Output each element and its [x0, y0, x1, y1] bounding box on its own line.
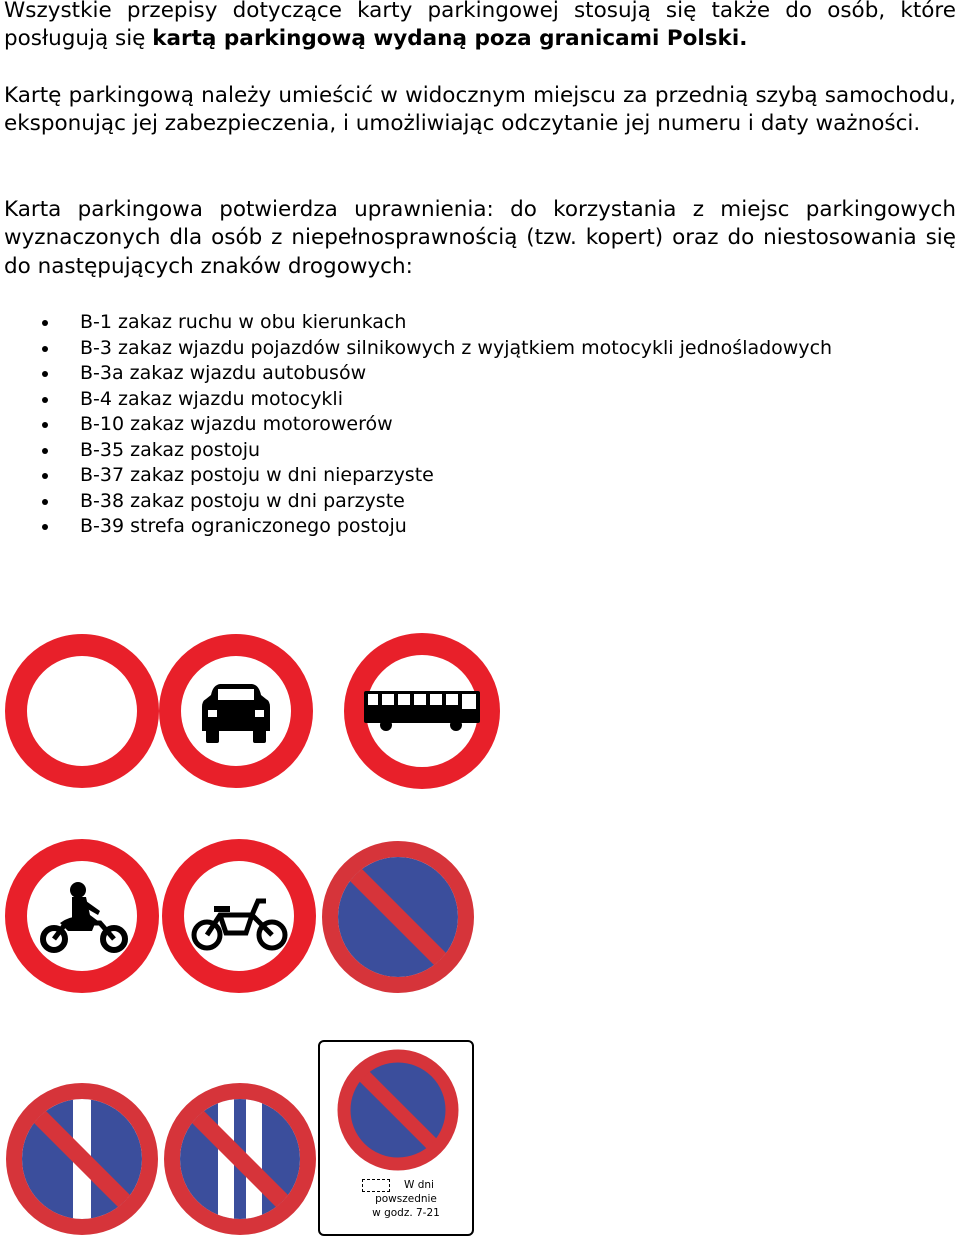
- paragraph-card-placement: Kartę parkingową należy umieścić w widocznym miejscu za przednią szybą samochodu, eksponując jej zabezpieczenia, i umożliwiając odczytanie jej numeru i daty ważności.: [4, 83, 956, 137]
- list-item-text: B-38 zakaz postoju w dni parzyste: [80, 489, 405, 512]
- b39-plate-box-icon: [362, 1179, 390, 1192]
- list-item-text: B-10 zakaz wjazdu motorowerów: [80, 413, 393, 435]
- b39-time-plate: [366, 1178, 446, 1220]
- list-item: [0, 514, 832, 540]
- paragraph-foreign-card-bold: kartą parkingową wydaną poza granicami Polski.: [152, 26, 748, 52]
- bullet-icon: [42, 448, 48, 454]
- bullet-icon: [42, 371, 48, 377]
- b3a-bus-sign-icon: [342, 633, 502, 789]
- paragraph-card-rights: Karta parkingowa potwierdza uprawnienia: do korzystania z miejsc parkingowych wyznaczonych dla osób z niepełnosprawnością (tzw. kopert) oraz do niestosowania się do następujących znaków drogowych:: [4, 197, 956, 279]
- b39-plate-line-2: powszednie: [375, 1193, 437, 1205]
- list-item-text: B-1 zakaz ruchu w obu kierunkach: [80, 311, 407, 333]
- b39-no-parking-disc-icon: [334, 1046, 462, 1174]
- list-item: [0, 489, 832, 515]
- sign-list: [0, 310, 832, 540]
- list-item-text: B-4 zakaz wjazdu motocykli: [80, 387, 343, 410]
- paragraph-foreign-card-text: Wszystkie przepisy dotyczące karty parkingowej stosują się także do osób, które posługują się: [4, 0, 956, 52]
- list-item: [0, 438, 832, 464]
- list-item: [0, 310, 832, 336]
- list-item: [0, 412, 832, 438]
- b10-moped-sign-icon: [160, 837, 318, 995]
- b3-car-sign-icon: [158, 633, 314, 789]
- list-item: [0, 463, 832, 489]
- b39-plate-line-3: w godz. 7-21: [372, 1207, 440, 1219]
- bullet-icon: [42, 320, 48, 326]
- bullet-icon: [42, 473, 48, 479]
- list-item-text: B-35 zakaz postoju: [80, 438, 261, 461]
- b38-even-days-sign-icon: [160, 1079, 320, 1239]
- b37-odd-days-sign-icon: [2, 1079, 162, 1239]
- b39-zone-sign-icon: [318, 1040, 474, 1236]
- list-item: [0, 387, 832, 413]
- bullet-icon: [42, 397, 48, 403]
- b35-no-parking-sign-icon: [318, 837, 478, 997]
- b1-sign-icon: [4, 633, 160, 789]
- paragraph-foreign-card: [4, 0, 956, 54]
- list-item-text: B-3a zakaz wjazdu autobusów: [80, 362, 367, 384]
- b39-plate-line-1: W dni: [404, 1179, 434, 1191]
- list-item-text: B-39 strefa ograniczonego postoju: [80, 515, 407, 537]
- list-item: [0, 361, 832, 387]
- bullet-icon: [42, 346, 48, 352]
- b4-motorcycle-sign-icon: [4, 837, 160, 995]
- list-item-text: B-37 zakaz postoju w dni nieparzyste: [80, 464, 434, 486]
- bullet-icon: [42, 524, 48, 530]
- bullet-icon: [42, 422, 48, 428]
- list-item: [0, 336, 832, 362]
- list-item-text: B-3 zakaz wjazdu pojazdów silnikowych z wyjątkiem motocykli jednośladowych: [80, 336, 833, 359]
- bullet-icon: [42, 499, 48, 505]
